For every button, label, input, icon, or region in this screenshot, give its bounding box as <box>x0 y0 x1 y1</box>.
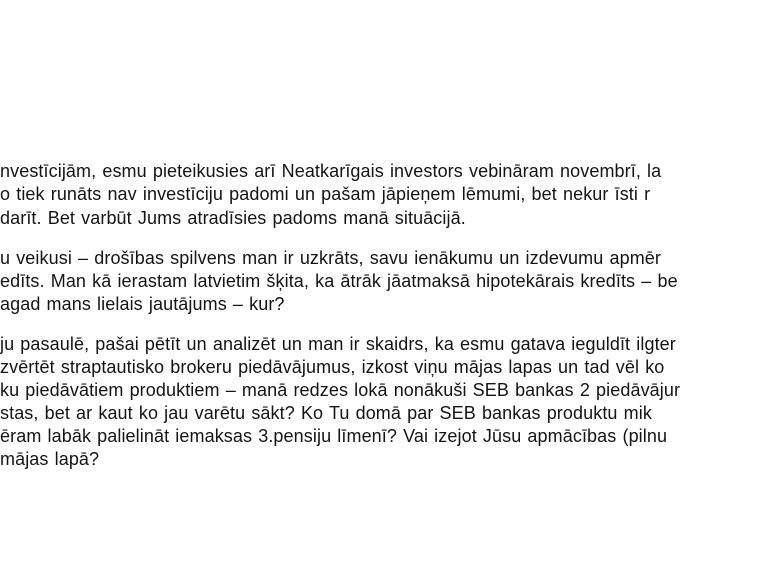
text-line: ēram labāk palielināt iemaksas 3.pensiju līmenī? Vai izejot Jūsu apmācības (pilnu <box>0 426 668 446</box>
text-line: zvērtēt straptautisko brokeru piedāvājumus, izkost viņu mājas lapas un tad vēl ko <box>0 357 665 377</box>
text-line: edīts. Man kā ierastam latvietim šķita, ka ātrāk jāatmaksā hipotekārais kredīts – be <box>0 271 678 291</box>
text-line: nvestīcijām, esmu pieteikusies arī Neatkarīgais investors vebināram novembrī, la <box>0 161 662 181</box>
text-line: darīt. Bet varbūt Jums atradīsies padoms manā situācijā. <box>0 208 466 228</box>
text-line: ku piedāvātiem produktiem – manā redzes lokā nonākuši SEB bankas 2 piedāvājur <box>0 380 681 400</box>
text-line: u veikusi – drošības spilvens man ir uzkrāts, savu ienākumu un izdevumu apmēr <box>0 248 661 268</box>
text-line: ju pasaulē, pašai pētīt un analizēt un man ir skaidrs, ka esmu gatava ieguldīt ilgter <box>0 334 676 354</box>
text-line: agad mans lielais jautājums – kur? <box>0 294 285 314</box>
text-line: mājas lapā? <box>0 449 100 469</box>
text-line: stas, bet ar kaut ko jau varētu sākt? Ko Tu domā par SEB bankas produktu mik <box>0 403 652 423</box>
text-line: o tiek runāts nav investīciju padomi un pašam jāpieņem lēmumi, bet nekur īsti r <box>0 184 651 204</box>
